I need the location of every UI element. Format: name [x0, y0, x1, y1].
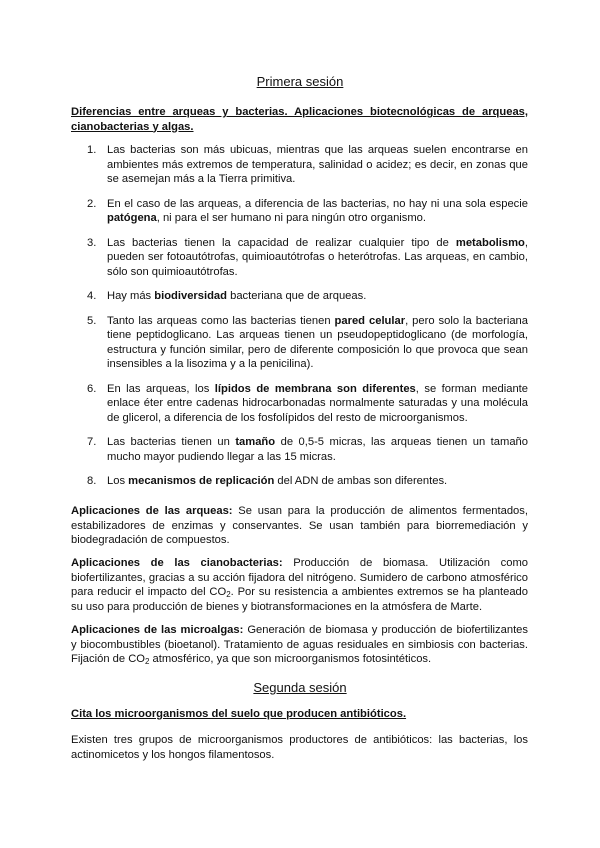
list-item: 7. Las bacterias tienen un tamaño de 0,5-5 micras, las arqueas tienen un tamaño mucho mayor pudiendo llegar a las 15 micras. — [87, 436, 528, 463]
bold-term: lípidos de membrana son diferentes — [214, 382, 416, 395]
cyanobacteria-applications-label: Aplicaciones de las cianobacterias: — [71, 557, 283, 569]
bold-term: tamaño — [235, 436, 276, 448]
microalgae-applications: Aplicaciones de las microalgas: Generación de biomasa y producción de biofertilizantes y biocombustibles (bioetanol). Tratamiento de aguas residuales en simbiosis con bacterias. Fijación de $CO_2$ atmosférico, ya que son microorganismos fotosintéticos. — [71, 624, 528, 666]
bold-term: patógena — [107, 212, 157, 224]
differences-list — [71, 143, 528, 489]
session1-heading: Diferencias entre arqueas y bacterias. Aplicaciones biotecnológicas de arqueas, cianobacterias y algas. — [71, 106, 528, 133]
archaea-applications: Aplicaciones de las arqueas: Se usan para la producción de alimentos fermentados, estabilizadores de enzimas y conservantes. Se usan también para biorremediación y biodegradación de compuestos. — [71, 505, 528, 546]
archaea-applications-label: Aplicaciones de las arqueas: — [71, 505, 233, 517]
session2-paragraph: Existen tres grupos de microorganismos productores de antibióticos: las bacterias, los actinomicetos y los hongos filamentosos. — [71, 734, 528, 761]
session2-title: Segunda sesión — [253, 680, 347, 695]
session1-title: Primera sesión — [256, 74, 344, 89]
list-item: 8. Los mecanismos de replicación del ADN de ambas son diferentes. — [87, 475, 448, 487]
list-item: 6. En las arqueas, los lípidos de membrana son diferentes, se forman mediante enlace éter entre cadenas hidrocarbonadas normalmente saturadas y una molécula de glicerol, a diferencia de los fosfolípidos del resto de microorganismos. — [87, 382, 529, 424]
list-item: 5. Tanto las arqueas como las bacterias tienen pared celular, pero solo la bacteriana tiene peptidoglicano. Las arqueas tienen un pseudopeptidoglicano (de morfología, estructura y función similar, pero de diferente composición lo que provoca que sean insensibles a la lisozima y a la penicilina). — [87, 314, 528, 370]
session2-heading: Cita los microorganismos del suelo que producen antibióticos. — [71, 708, 407, 720]
list-item: 1. Las bacterias son más ubicuas, mientras que las arqueas suelen encontrarse en ambientes más extremos de temperatura, salinidad o acidez; es decir, en zonas que se asemejan más a la Tierra primitiva. — [87, 144, 528, 185]
bold-term: mecanismos de replicación — [128, 475, 275, 487]
cyanobacteria-applications: Aplicaciones de las cianobacterias: Producción de biomasa. Utilización como biofertilizantes, gracias a su acción fijadora del nitrógeno. Sumidero de carbono atmosférico para reducir el impacto del $CO_2$. Por su resistencia a ambientes extremos se ha planteado su uso para producción de bienes y biotransformaciones en la atmósfera de Marte. — [71, 557, 528, 613]
list-item: 4. Hay más biodiversidad bacteriana que de arqueas. — [87, 290, 367, 302]
microalgae-applications-label: Aplicaciones de las microalgas: — [71, 624, 244, 636]
bold-term: pared celular — [334, 314, 406, 327]
list-item: 2. En el caso de las arqueas, a diferencia de las bacterias, no hay ni una sola especie patógena, ni para el ser humano ni para ningún otro organismo. — [87, 197, 528, 224]
bold-term: biodiversidad — [154, 290, 227, 302]
bold-term: metabolismo — [455, 236, 525, 249]
list-item: 3. Las bacterias tienen la capacidad de realizar cualquier tipo de metabolismo, pueden ser fotoautótrofas, quimioautótrofas o heterótrofas. Las arqueas, en cambio, sólo son quimioautótrofas. — [87, 236, 528, 278]
